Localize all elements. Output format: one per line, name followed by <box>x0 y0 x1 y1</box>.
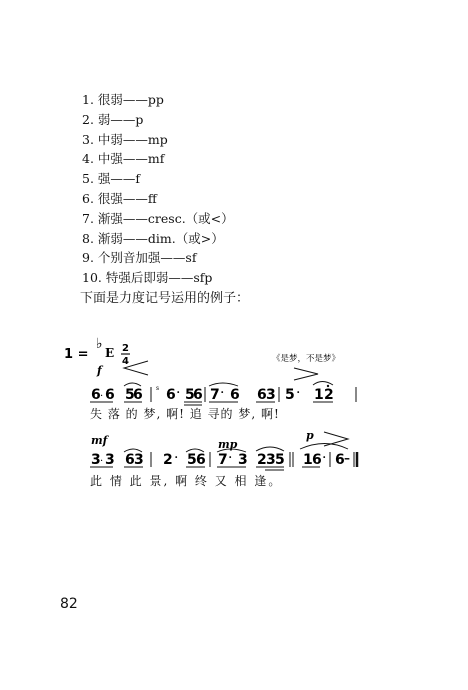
svg-text:2: 2 <box>257 452 267 468</box>
svg-text:3: 3 <box>105 452 115 468</box>
svg-text:6: 6 <box>133 387 143 403</box>
list-item: 1. 很弱——pp <box>82 92 164 107</box>
svg-text:·: · <box>296 385 301 401</box>
svg-text:6: 6 <box>196 452 206 468</box>
svg-text:2: 2 <box>324 387 334 403</box>
dynamic-mp: mp <box>218 438 238 451</box>
list-item: 2. 弱——p <box>82 111 144 127</box>
dynamic-p: p <box>306 429 314 442</box>
svg-text:5: 5 <box>185 387 195 403</box>
svg-text:3: 3 <box>134 452 144 468</box>
svg-text:3: 3 <box>238 452 248 468</box>
svg-text:5: 5 <box>125 387 135 403</box>
svg-text:3: 3 <box>266 387 276 403</box>
svg-text:3: 3 <box>91 452 101 468</box>
svg-text:6: 6 <box>125 452 135 468</box>
annotation-text: 《是梦，不是梦》 <box>272 354 341 364</box>
svg-text:·: · <box>322 450 327 466</box>
key-flat: ♭ <box>96 336 103 352</box>
svg-text:1: 1 <box>303 452 313 468</box>
dynamic-f: f <box>97 364 102 377</box>
svg-text:6: 6 <box>105 387 115 403</box>
svg-text:s: s <box>156 385 160 392</box>
svg-text:6: 6 <box>193 387 203 403</box>
svg-text:5: 5 <box>285 387 295 403</box>
list-item: 10. 特强后即弱——sfp <box>82 270 213 286</box>
lyrics-line-2: 此 情 此 景, 啊 终 又 相 逢。 <box>90 474 283 488</box>
list-item: 6. 很强——ff <box>82 190 157 206</box>
svg-text:5: 5 <box>187 452 197 468</box>
list-item: 9. 个别音加强——sf <box>82 250 197 266</box>
svg-text:3: 3 <box>266 452 276 468</box>
svg-text:6: 6 <box>230 387 240 403</box>
svg-text:6: 6 <box>91 387 101 403</box>
svg-text:–: – <box>344 451 350 465</box>
decrescendo-hairpin <box>294 368 318 380</box>
list-item: 5. 强——f <box>82 171 141 187</box>
svg-text:2: 2 <box>163 452 173 468</box>
svg-text:·: · <box>228 450 233 466</box>
list-item: 8. 渐弱——dim.（或>） <box>82 230 224 246</box>
time-signature-bottom: 4 <box>122 356 129 367</box>
svg-text:1: 1 <box>314 387 324 403</box>
svg-text:7: 7 <box>210 387 220 403</box>
list-item: 7. 渐强——cresc.（或<） <box>82 210 234 226</box>
svg-text:·: · <box>220 385 225 401</box>
page-number: 82 <box>60 596 78 612</box>
svg-text:6: 6 <box>166 387 176 403</box>
svg-text:·: · <box>100 456 104 467</box>
list-item: 4. 中强——mf <box>82 151 165 167</box>
lyrics-line-1: 失 落 的 梦, 啊! 追 寻的 梦, 啊! <box>90 407 280 421</box>
key-note: E <box>105 346 115 360</box>
key-equals: 1 = <box>64 347 89 362</box>
svg-text:7: 7 <box>218 452 228 468</box>
svg-text:·: · <box>100 391 104 402</box>
score-line-1 <box>90 382 356 406</box>
svg-text:6: 6 <box>257 387 267 403</box>
dynamic-mf: mf <box>91 434 108 447</box>
list-item: 3. 中弱——mp <box>82 131 168 147</box>
time-signature-top: 2 <box>122 343 129 354</box>
svg-text:5: 5 <box>275 452 285 468</box>
svg-text:·: · <box>176 385 181 401</box>
svg-text:6: 6 <box>335 452 345 468</box>
svg-text:6: 6 <box>312 452 322 468</box>
svg-text:·: · <box>174 450 179 466</box>
intro-text: 下面是力度记号运用的例子： <box>80 291 250 306</box>
